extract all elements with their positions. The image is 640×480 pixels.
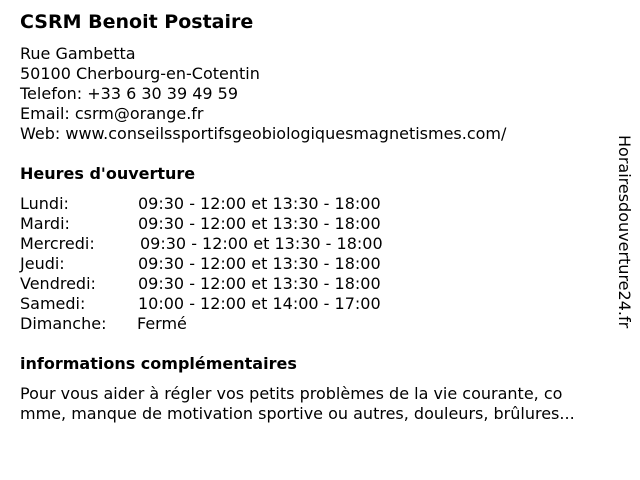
hours-row-tuesday <box>20 214 440 234</box>
street-address: Rue Gambetta <box>20 44 136 63</box>
city-address: 50100 Cherbourg-en-Cotentin <box>20 64 260 83</box>
hours-row-friday <box>20 274 440 294</box>
hours-heading: Heures d'ouverture <box>20 164 196 183</box>
time-value: 10:00 - 12:00 et 14:00 - 17:00 <box>138 294 381 313</box>
brand-watermark <box>614 135 634 343</box>
time-value: 09:30 - 12:00 et 13:30 - 18:00 <box>140 234 383 253</box>
brand-watermark-text: Horairesdouverture24.fr <box>615 135 634 329</box>
info-description <box>20 384 630 424</box>
info-heading: informations complémentaires <box>20 354 297 373</box>
day-label: Lundi: <box>20 194 69 213</box>
email-address: Email: csrm@orange.fr <box>20 104 204 123</box>
time-value: 09:30 - 12:00 et 13:30 - 18:00 <box>138 254 381 273</box>
phone-number: Telefon: +33 6 30 39 49 59 <box>20 84 239 103</box>
hours-row-wednesday <box>20 234 440 254</box>
time-value: 09:30 - 12:00 et 13:30 - 18:00 <box>138 274 381 293</box>
website-address: Web: www.conseilssportifsgeobiologiquesmagnetismes.com/ <box>20 124 507 143</box>
day-label: Dimanche: <box>20 314 107 333</box>
info-line: Pour vous aider à régler vos petits problèmes de la vie courante, co <box>20 384 563 403</box>
opening-hours-list <box>20 194 440 334</box>
time-value: Fermé <box>137 314 187 333</box>
hours-row-thursday <box>20 254 440 274</box>
day-label: Jeudi: <box>20 254 65 273</box>
day-label: Samedi: <box>20 294 86 313</box>
business-name: CSRM Benoit Postaire <box>20 11 254 33</box>
contact-block <box>20 44 506 144</box>
time-value: 09:30 - 12:00 et 13:30 - 18:00 <box>138 214 381 233</box>
time-value: 09:30 - 12:00 et 13:30 - 18:00 <box>138 194 381 213</box>
day-label: Mercredi: <box>20 234 95 253</box>
info-line: mme, manque de motivation sportive ou autres, douleurs, brûlures... <box>20 404 575 423</box>
day-label: Vendredi: <box>20 274 96 293</box>
hours-row-saturday <box>20 294 440 314</box>
hours-row-sunday <box>20 314 440 334</box>
hours-row-monday <box>20 194 440 214</box>
day-label: Mardi: <box>20 214 70 233</box>
